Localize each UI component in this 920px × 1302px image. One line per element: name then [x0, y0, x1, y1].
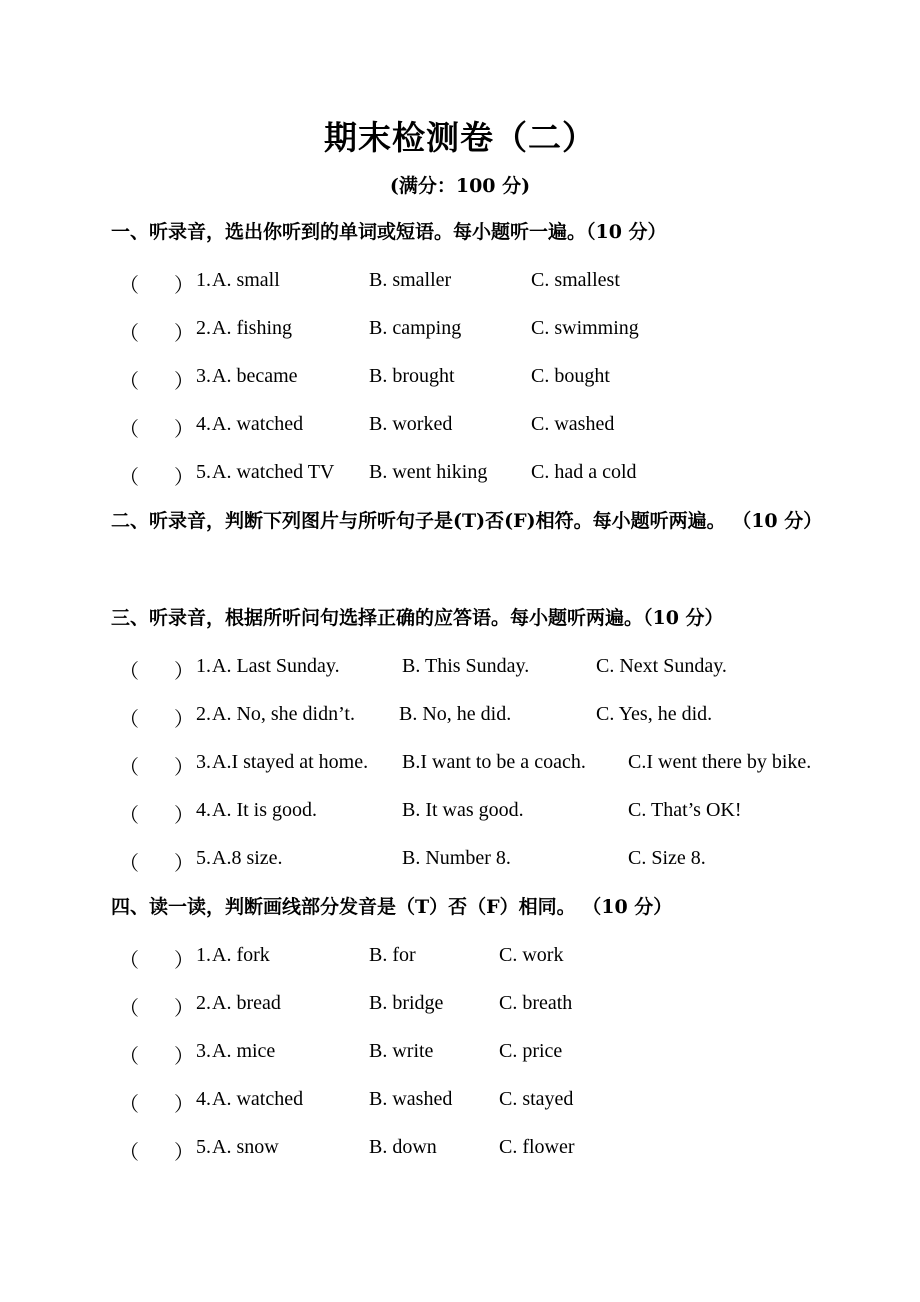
- question-number: 5.: [196, 847, 211, 869]
- option-a: A. small: [212, 269, 280, 291]
- answer-paren-close: ）: [174, 275, 194, 297]
- answer-paren-close: ）: [174, 709, 194, 731]
- option-c: C. swimming: [531, 317, 639, 339]
- answer-paren-close: ）: [174, 323, 194, 345]
- option-c: C. stayed: [499, 1088, 574, 1110]
- option-a: A. Last Sunday.: [212, 655, 340, 677]
- s1-question-3: [0, 365, 920, 395]
- question-number: 3.: [196, 365, 211, 387]
- option-a: A. became: [212, 365, 298, 387]
- answer-paren-close: ）: [174, 419, 194, 441]
- option-b: B. washed: [369, 1088, 453, 1110]
- option-c: C. washed: [531, 413, 615, 435]
- answer-paren-open: （: [119, 419, 139, 441]
- option-a: A. bread: [212, 992, 281, 1014]
- answer-paren-open: （: [119, 757, 139, 779]
- option-b: B. Number 8.: [402, 847, 511, 869]
- option-a: A. It is good.: [212, 799, 317, 821]
- answer-paren-open: （: [119, 1046, 139, 1068]
- s4-question-2: [0, 992, 920, 1022]
- s3-question-1: [0, 655, 920, 685]
- question-number: 5.: [196, 461, 211, 483]
- option-a: A.I stayed at home.: [212, 751, 369, 773]
- s1-question-2: [0, 317, 920, 347]
- option-c: C. smallest: [531, 269, 620, 291]
- option-b: B.I want to be a coach.: [402, 751, 586, 773]
- option-b: B. brought: [369, 365, 455, 387]
- answer-paren-close: ）: [174, 1046, 194, 1068]
- answer-paren-close: ）: [174, 1142, 194, 1164]
- s3-question-4: [0, 799, 920, 829]
- s4-question-1: [0, 944, 920, 974]
- s4-question-5: [0, 1136, 920, 1166]
- option-c: C. breath: [499, 992, 573, 1014]
- option-c: C. flower: [499, 1136, 575, 1158]
- s3-question-2: [0, 703, 920, 733]
- option-c: C. work: [499, 944, 564, 966]
- answer-paren-open: （: [119, 998, 139, 1020]
- s3-question-3: [0, 751, 920, 781]
- question-number: 1.: [196, 944, 211, 966]
- question-number: 4.: [196, 799, 211, 821]
- answer-paren-open: （: [119, 371, 139, 393]
- answer-paren-open: （: [119, 467, 139, 489]
- option-a: A. mice: [212, 1040, 276, 1062]
- answer-paren-open: （: [119, 323, 139, 345]
- option-b: B. camping: [369, 317, 462, 339]
- option-b: B. This Sunday.: [402, 655, 530, 677]
- page-title: 期末检测卷（二）: [324, 118, 596, 157]
- section-1-heading: 一、听录音，选出你听到的单词或短语。每小题听一遍。（10 分）: [111, 221, 667, 243]
- option-b: B. down: [369, 1136, 437, 1158]
- full-score-note: (满分：100 分): [389, 175, 531, 197]
- option-a: A. watched: [212, 413, 304, 435]
- question-number: 2.: [196, 992, 211, 1014]
- answer-paren-close: ）: [174, 757, 194, 779]
- question-number: 2.: [196, 703, 211, 725]
- option-c: C. That’s OK!: [628, 799, 742, 821]
- option-a: A. fishing: [212, 317, 292, 339]
- answer-paren-open: （: [119, 1094, 139, 1116]
- question-number: 3.: [196, 751, 211, 773]
- option-a: A. snow: [212, 1136, 279, 1158]
- answer-paren-close: ）: [174, 371, 194, 393]
- option-a: A. No, she didn’t.: [212, 703, 355, 725]
- section-2-heading: 二、听录音，判断下列图片与所听句子是(T)否(F)相符。每小题听两遍。 （10 分）: [111, 510, 823, 532]
- question-number: 4.: [196, 413, 211, 435]
- section-4-heading: 四、读一读，判断画线部分发音是（T）否（F）相同。 （10 分）: [111, 896, 673, 918]
- answer-paren-close: ）: [174, 805, 194, 827]
- option-b: B. It was good.: [402, 799, 524, 821]
- answer-paren-close: ）: [174, 950, 194, 972]
- option-b: B. for: [369, 944, 416, 966]
- answer-paren-close: ）: [174, 998, 194, 1020]
- question-number: 3.: [196, 1040, 211, 1062]
- answer-paren-open: （: [119, 275, 139, 297]
- option-c: C. Next Sunday.: [596, 655, 727, 677]
- section-3-heading: 三、听录音，根据所听问句选择正确的应答语。每小题听两遍。（10 分）: [111, 607, 724, 629]
- option-b: B. No, he did.: [399, 703, 512, 725]
- option-c: C. bought: [531, 365, 610, 387]
- option-c: C. Size 8.: [628, 847, 706, 869]
- option-b: B. write: [369, 1040, 434, 1062]
- question-number: 2.: [196, 317, 211, 339]
- option-c: C. Yes, he did.: [596, 703, 713, 725]
- option-a: A. fork: [212, 944, 270, 966]
- option-b: B. bridge: [369, 992, 444, 1014]
- answer-paren-open: （: [119, 950, 139, 972]
- option-a: A. watched TV: [212, 461, 335, 483]
- option-b: B. went hiking: [369, 461, 488, 483]
- question-number: 5.: [196, 1136, 211, 1158]
- option-b: B. smaller: [369, 269, 452, 291]
- answer-paren-open: （: [119, 805, 139, 827]
- s1-question-4: [0, 413, 920, 443]
- answer-paren-open: （: [119, 1142, 139, 1164]
- question-number: 4.: [196, 1088, 211, 1110]
- option-c: C.I went there by bike.: [628, 751, 812, 773]
- s3-question-5: [0, 847, 920, 877]
- answer-paren-close: ）: [174, 1094, 194, 1116]
- option-a: A. watched: [212, 1088, 304, 1110]
- option-c: C. price: [499, 1040, 563, 1062]
- question-number: 1.: [196, 269, 211, 291]
- option-a: A.8 size.: [212, 847, 283, 869]
- s1-question-1: [0, 269, 920, 299]
- option-c: C. had a cold: [531, 461, 637, 483]
- s4-question-4: [0, 1088, 920, 1118]
- s1-question-5: [0, 461, 920, 491]
- answer-paren-open: （: [119, 853, 139, 875]
- answer-paren-open: （: [119, 661, 139, 683]
- s4-question-3: [0, 1040, 920, 1070]
- option-b: B. worked: [369, 413, 453, 435]
- answer-paren-close: ）: [174, 853, 194, 875]
- answer-paren-close: ）: [174, 661, 194, 683]
- answer-paren-close: ）: [174, 467, 194, 489]
- answer-paren-open: （: [119, 709, 139, 731]
- question-number: 1.: [196, 655, 211, 677]
